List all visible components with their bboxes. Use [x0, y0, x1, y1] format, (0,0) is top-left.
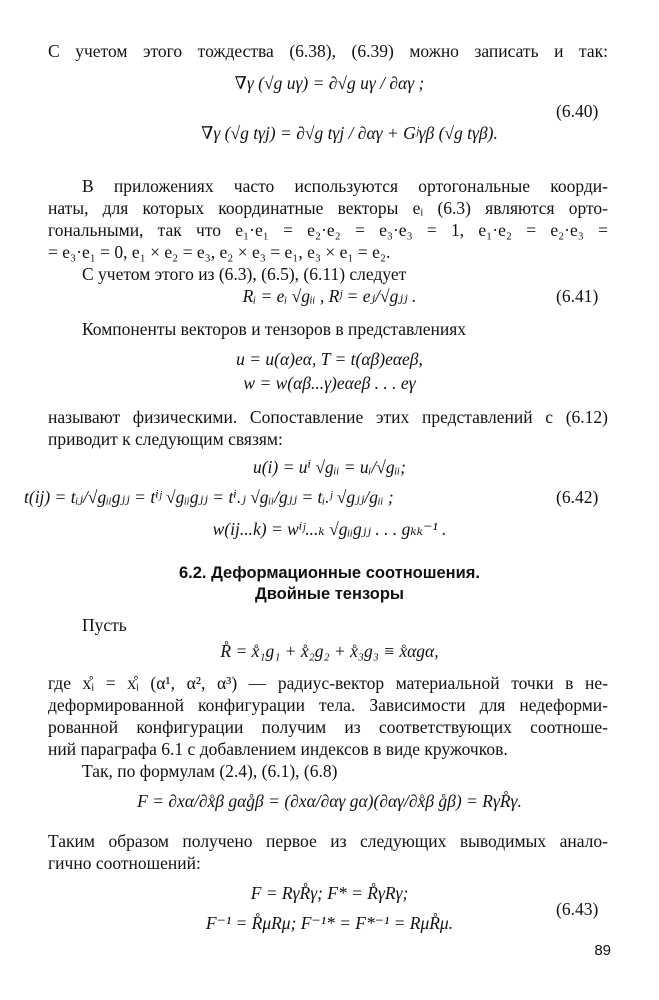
- equation-deformation-gradient: F = ∂xα/∂x̊β gαg̊β = (∂xα/∂αγ gα)(∂αγ/∂x̊β g̊β) = RγR̊γ.: [137, 791, 522, 811]
- text-line: В приложениях часто используются ортогональные коорди-: [82, 176, 608, 196]
- equation-number: (6.41): [556, 286, 599, 306]
- equation-number: (6.40): [556, 101, 599, 121]
- page-number: 89: [594, 942, 611, 959]
- text-line: гично соотношений:: [48, 853, 201, 873]
- text-line: ний параграфа 6.1 с добавлением индексов в виде кружочков.: [48, 739, 508, 759]
- equation-6-40a: ∇γ (√g uγ) = ∂√g uγ / ∂αγ ;: [234, 73, 425, 93]
- text-line: приводит к следующим связям:: [48, 429, 283, 449]
- equation-6-43b: F⁻¹ = R̊μRμ; F⁻¹* = F*⁻¹ = RμR̊μ.: [205, 913, 454, 933]
- equation-physical-2: w = w(αβ...γ)eαeβ . . . eγ: [243, 373, 416, 393]
- text-line: где x̊ᵢ = x̊ᵢ (α¹, α², α³) — радиус-вектор материальной точки в не-: [48, 673, 608, 693]
- text-line: рованной конфигурации получим из соответствующих соотноше-: [48, 717, 608, 737]
- equation-number: (6.43): [556, 899, 599, 919]
- equation-6-41: Rᵢ = eᵢ √gᵢᵢ , Rʲ = eⱼ/√gⱼⱼ .: [242, 286, 417, 306]
- text-line: Так, по формулам (2.4), (6.1), (6.8): [82, 761, 338, 781]
- equation-number: (6.42): [556, 487, 599, 507]
- text-line: Пусть: [82, 615, 127, 635]
- equation-radius-vector: R̊ = x̊₁g₁ + x̊₂g₂ + x̊₃g₃ ≡ x̊αgα,: [220, 641, 439, 661]
- text-line: = e₃·e₁ = 0, e₁ × e₂ = e₃, e₂ × e₃ = e₁, e₃ × e₁ = e₂.: [48, 242, 391, 262]
- text-line: Компоненты векторов и тензоров в представлениях: [82, 319, 467, 339]
- equation-physical-1: u = u(α)eα, T = t(αβ)eαeβ,: [236, 349, 423, 369]
- section-heading: 6.2. Деформационные соотношения.: [178, 564, 480, 582]
- section-heading: Двойные тензоры: [255, 585, 404, 603]
- text-line: деформированной конфигурации тела. Зависимости для недеформи-: [48, 695, 608, 715]
- equation-6-42c: w(ij...k) = wⁱʲ...ₖ √gᵢᵢgⱼⱼ . . . gₖₖ⁻¹ .: [212, 519, 447, 539]
- text-line: С учетом этого из (6.3), (6.5), (6.11) следует: [82, 264, 407, 284]
- equation-6-40b: ∇γ (√g tγj) = ∂√g tγj / ∂αγ + Gʲγβ (√g tγβ).: [201, 123, 498, 143]
- equation-6-42b: t(ij) = tᵢⱼ/√gᵢᵢgⱼⱼ = tⁱʲ √gᵢᵢgⱼⱼ = tⁱ.ⱼ √gᵢᵢ/gⱼⱼ = tᵢ.ʲ √gⱼⱼ/gᵢᵢ ;: [24, 487, 394, 507]
- text-line: Таким образом получено первое из следующих выводимых анало-: [48, 831, 608, 851]
- equation-6-42a: u(i) = uⁱ √gᵢᵢ = uᵢ/√gᵢᵢ;: [252, 457, 407, 477]
- text-line: называют физическими. Сопоставление этих представлений с (6.12): [48, 407, 608, 427]
- equation-6-43a: F = RγR̊γ; F* = R̊γRγ;: [250, 883, 409, 903]
- text-line: С учетом этого тождества (6.38), (6.39) можно записать и так:: [48, 41, 608, 61]
- text-line: гональными, так что e₁·e₁ = e₂·e₂ = e₃·e₃ = 1, e₁·e₂ = e₂·e₃ =: [48, 220, 608, 240]
- text-line: наты, для которых координатные векторы eᵢ (6.3) являются орто-: [48, 198, 608, 218]
